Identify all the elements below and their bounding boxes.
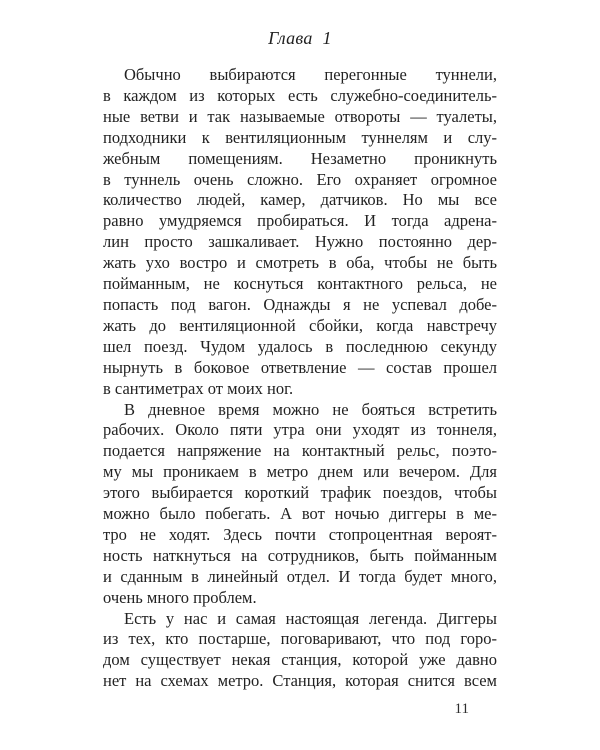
text-line: Есть у нас и самая настоящая легенда. Диггеры [124, 608, 497, 628]
text-line: му мы проникаем в метро днем или вечером. Для [103, 462, 497, 482]
text-line: жать ухо востро и смотреть в оба, чтобы не быть [103, 253, 497, 273]
paragraph [103, 400, 497, 609]
text-line: можно было побегать. А вот ночью диггеры в ме- [103, 504, 497, 524]
text-line: шел поезд. Чудом удалось в последнюю секунду [103, 336, 497, 356]
paragraph [103, 609, 497, 693]
text-line: нет на схемах метро. Станция, которая снится всем [103, 671, 497, 691]
text-line: из тех, кто постарше, поговаривают, что под горо- [103, 629, 497, 649]
text-line: тро не ходят. Здесь почти стопроцентная вероят- [103, 524, 497, 544]
text-line: попасть под вагон. Однажды я не успевал добе- [103, 294, 497, 314]
text-line: пойманным, не коснуться контактного рельса, не [103, 274, 497, 294]
text-line: нырнуть в боковое ответвление — состав прошел [103, 357, 497, 377]
text-line: Обычно выбираются перегонные туннели, [124, 65, 497, 84]
text-line: лин просто зашкаливает. Нужно постоянно дер- [103, 232, 497, 252]
text-line: ные ветви и так называемые отвороты — туалеты, [103, 106, 497, 126]
text-line: жебным помещениям. Незаметно проникнуть [103, 148, 497, 168]
text-line: и сданным в линейный отдел. И тогда будет много, [103, 566, 497, 586]
text-line: подходники к вентиляционным туннелям и слу- [103, 127, 497, 147]
text-line: ность наткнуться на сотрудников, быть пойманным [103, 545, 497, 565]
text-line: подается напряжение на контактный рельс, поэто- [103, 441, 497, 461]
text-line: в сантиметрах от моих ног. [103, 378, 294, 398]
body-text [103, 65, 497, 692]
text-line: рабочих. Около пяти утра они уходят из тоннеля, [103, 420, 497, 440]
text-line: дом существует некая станция, которой уже давно [103, 650, 497, 670]
text-line: жать до вентиляционной сбойки, когда навстречу [103, 315, 497, 335]
text-line: равно умудряемся пробираться. И тогда адрена- [103, 211, 497, 231]
text-line: в туннель очень сложно. Его охраняет огромное [103, 169, 497, 189]
text-line: в каждом из которых есть служебно-соединитель- [103, 85, 497, 105]
chapter-heading: Глава 1 [268, 28, 332, 48]
text-line: количество людей, камер, датчиков. Но мы все [103, 190, 497, 210]
text-line: В дневное время можно не бояться встретить [124, 399, 497, 419]
text-line: очень много проблем. [103, 587, 257, 607]
paragraph [103, 65, 497, 400]
text-line: этого выбирается короткий трафик поездов, чтобы [103, 483, 497, 503]
page-number: 11 [454, 701, 469, 718]
